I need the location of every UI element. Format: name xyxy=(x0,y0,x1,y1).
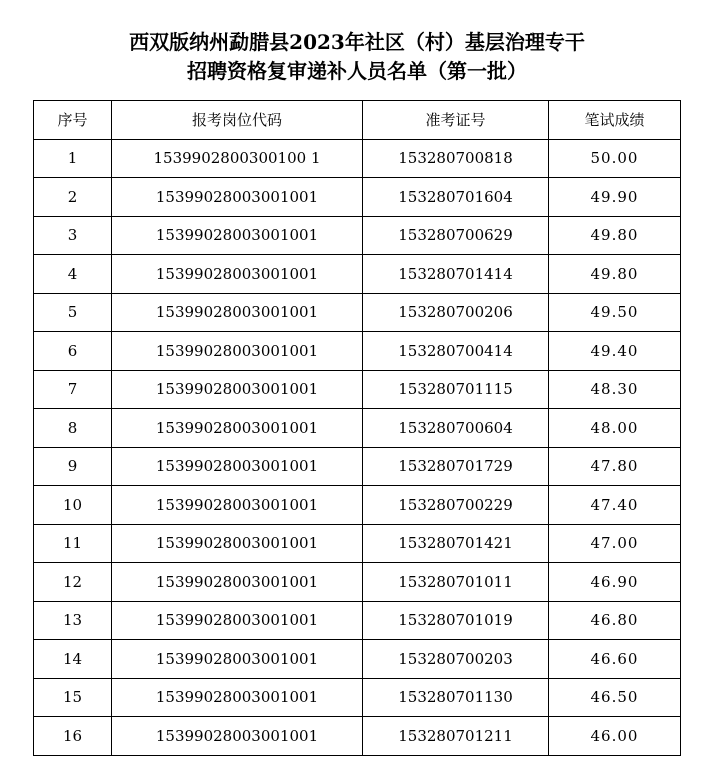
cell-written-score: 50.00 xyxy=(549,139,681,178)
table-row xyxy=(34,486,681,525)
header-seq: 序号 xyxy=(34,101,112,140)
cell-seq: 15 xyxy=(34,678,112,717)
cell-admission-number: 153280700203 xyxy=(363,640,549,679)
table-row xyxy=(34,255,681,294)
cell-seq: 3 xyxy=(34,216,112,255)
cell-position-code: 15399028003001001 xyxy=(112,216,363,255)
cell-admission-number: 153280701011 xyxy=(363,563,549,602)
table-row xyxy=(34,640,681,679)
cell-position-code: 15399028003001001 xyxy=(112,601,363,640)
table-row xyxy=(34,293,681,332)
cell-written-score: 48.30 xyxy=(549,370,681,409)
cell-admission-number: 153280700414 xyxy=(363,332,549,371)
cell-seq: 13 xyxy=(34,601,112,640)
table-row xyxy=(34,139,681,178)
table-row xyxy=(34,370,681,409)
cell-admission-number: 153280701421 xyxy=(363,524,549,563)
cell-written-score: 49.50 xyxy=(549,293,681,332)
cell-position-code: 15399028003001001 xyxy=(112,678,363,717)
cell-seq: 7 xyxy=(34,370,112,409)
cell-admission-number: 153280700206 xyxy=(363,293,549,332)
cell-written-score: 47.00 xyxy=(549,524,681,563)
cell-seq: 2 xyxy=(34,178,112,217)
cell-position-code: 15399028003001001 xyxy=(112,332,363,371)
table-row xyxy=(34,678,681,717)
cell-position-code: 15399028003001001 xyxy=(112,563,363,602)
cell-written-score: 47.40 xyxy=(549,486,681,525)
header-position-code: 报考岗位代码 xyxy=(112,101,363,140)
cell-position-code: 15399028003001001 xyxy=(112,447,363,486)
cell-admission-number: 153280701019 xyxy=(363,601,549,640)
table-row xyxy=(34,409,681,448)
header-written-score: 笔试成绩 xyxy=(549,101,681,140)
cell-written-score: 46.80 xyxy=(549,601,681,640)
cell-written-score: 47.80 xyxy=(549,447,681,486)
cell-seq: 16 xyxy=(34,717,112,756)
table-row xyxy=(34,717,681,756)
document-title-line-2: 招聘资格复审递补人员名单（第一批） xyxy=(187,59,527,83)
header-admission-number: 准考证号 xyxy=(363,101,549,140)
cell-seq: 12 xyxy=(34,563,112,602)
table-header-row xyxy=(34,101,681,140)
cell-admission-number: 153280700604 xyxy=(363,409,549,448)
cell-admission-number: 153280701115 xyxy=(363,370,549,409)
cell-admission-number: 153280701211 xyxy=(363,717,549,756)
cell-written-score: 46.00 xyxy=(549,717,681,756)
cell-admission-number: 153280701729 xyxy=(363,447,549,486)
document-title-line-1: 西双版纳州勐腊县2023年社区（村）基层治理专干 xyxy=(129,30,585,54)
cell-seq: 6 xyxy=(34,332,112,371)
cell-written-score: 49.80 xyxy=(549,255,681,294)
cell-written-score: 46.90 xyxy=(549,563,681,602)
table-row xyxy=(34,447,681,486)
cell-admission-number: 153280700629 xyxy=(363,216,549,255)
cell-seq: 14 xyxy=(34,640,112,679)
table-row xyxy=(34,524,681,563)
table-row xyxy=(34,332,681,371)
cell-written-score: 46.60 xyxy=(549,640,681,679)
cell-written-score: 48.00 xyxy=(549,409,681,448)
cell-admission-number: 153280700818 xyxy=(363,139,549,178)
cell-admission-number: 153280701414 xyxy=(363,255,549,294)
cell-admission-number: 153280700229 xyxy=(363,486,549,525)
cell-seq: 9 xyxy=(34,447,112,486)
cell-position-code: 15399028003001001 xyxy=(112,524,363,563)
table-row xyxy=(34,216,681,255)
cell-position-code: 15399028003001001 xyxy=(112,486,363,525)
cell-written-score: 49.40 xyxy=(549,332,681,371)
table-row xyxy=(34,563,681,602)
cell-seq: 8 xyxy=(34,409,112,448)
cell-position-code: 15399028003001001 xyxy=(112,178,363,217)
cell-written-score: 49.90 xyxy=(549,178,681,217)
cell-admission-number: 153280701130 xyxy=(363,678,549,717)
cell-seq: 4 xyxy=(34,255,112,294)
cell-position-code: 15399028003001001 xyxy=(112,293,363,332)
table-row xyxy=(34,601,681,640)
cell-seq: 10 xyxy=(34,486,112,525)
cell-written-score: 46.50 xyxy=(549,678,681,717)
table-row xyxy=(34,178,681,217)
candidate-table xyxy=(33,100,681,756)
cell-position-code: 1539902800300100 1 xyxy=(112,139,363,178)
cell-seq: 5 xyxy=(34,293,112,332)
cell-position-code: 15399028003001001 xyxy=(112,370,363,409)
cell-position-code: 15399028003001001 xyxy=(112,717,363,756)
cell-position-code: 15399028003001001 xyxy=(112,409,363,448)
cell-written-score: 49.80 xyxy=(549,216,681,255)
cell-seq: 1 xyxy=(34,139,112,178)
cell-position-code: 15399028003001001 xyxy=(112,255,363,294)
cell-position-code: 15399028003001001 xyxy=(112,640,363,679)
cell-admission-number: 153280701604 xyxy=(363,178,549,217)
cell-seq: 11 xyxy=(34,524,112,563)
